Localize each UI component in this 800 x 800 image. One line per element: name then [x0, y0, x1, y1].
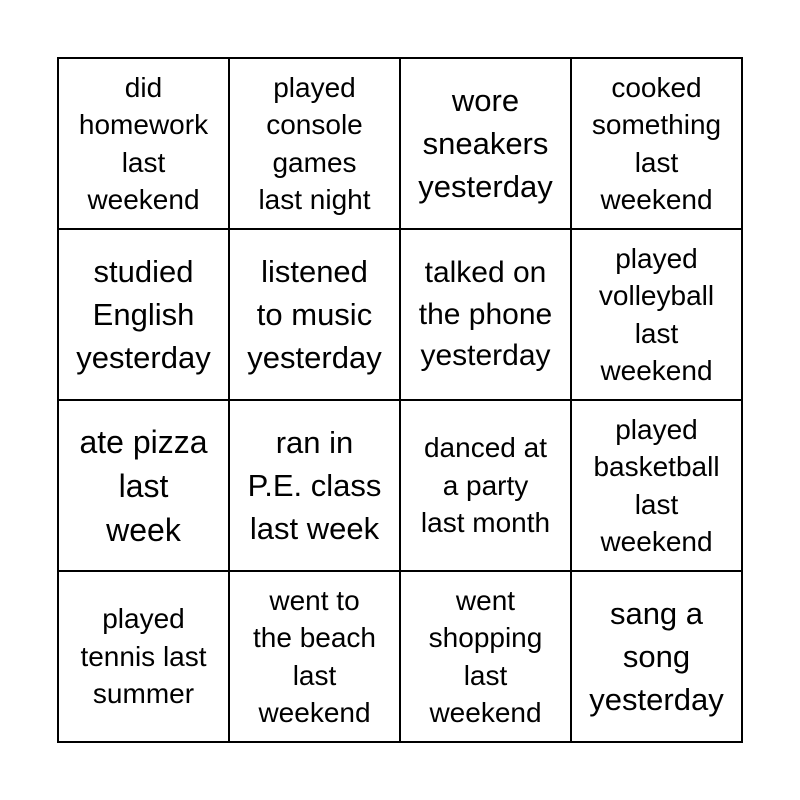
bingo-cell-label: did homework last weekend	[78, 71, 209, 215]
bingo-cell-label: ran in P.E. class last week	[247, 425, 382, 546]
bingo-cell-label: played console games last night	[258, 71, 371, 215]
bingo-cell-label: went to the beach last weekend	[253, 584, 376, 728]
bingo-cell-3[interactable]	[401, 59, 572, 230]
bingo-cell-11[interactable]	[401, 401, 572, 572]
bingo-cell-5[interactable]	[59, 230, 230, 401]
bingo-cell-label: listened to music yesterday	[247, 254, 382, 375]
bingo-board	[57, 57, 743, 743]
bingo-cell-12[interactable]	[572, 401, 743, 572]
bingo-cell-4[interactable]	[572, 59, 743, 230]
bingo-cell-label: studied English yesterday	[76, 254, 211, 375]
bingo-cell-13[interactable]	[59, 572, 230, 743]
bingo-cell-label: played volleyball last weekend	[598, 242, 715, 386]
bingo-cell-8[interactable]	[572, 230, 743, 401]
bingo-cell-7[interactable]	[401, 230, 572, 401]
bingo-cell-label: wore sneakers yesterday	[418, 83, 553, 204]
bingo-cell-label: danced at a party last month	[420, 432, 551, 539]
bingo-cell-2[interactable]	[230, 59, 401, 230]
bingo-cell-label: played basketball last weekend	[593, 413, 720, 557]
bingo-cell-label: cooked something last weekend	[591, 71, 722, 215]
bingo-cell-6[interactable]	[230, 230, 401, 401]
bingo-cell-10[interactable]	[230, 401, 401, 572]
bingo-cell-1[interactable]	[59, 59, 230, 230]
bingo-cell-14[interactable]	[230, 572, 401, 743]
bingo-cell-label: talked on the phone yesterday	[418, 256, 553, 373]
bingo-cell-9[interactable]	[59, 401, 230, 572]
bingo-cell-15[interactable]	[401, 572, 572, 743]
bingo-cell-label: played tennis last summer	[80, 603, 207, 710]
bingo-cell-label: sang a song yesterday	[589, 596, 724, 717]
bingo-cell-label: ate pizza last week	[79, 423, 208, 548]
bingo-cell-16[interactable]	[572, 572, 743, 743]
bingo-cell-label: went shopping last weekend	[428, 584, 543, 728]
